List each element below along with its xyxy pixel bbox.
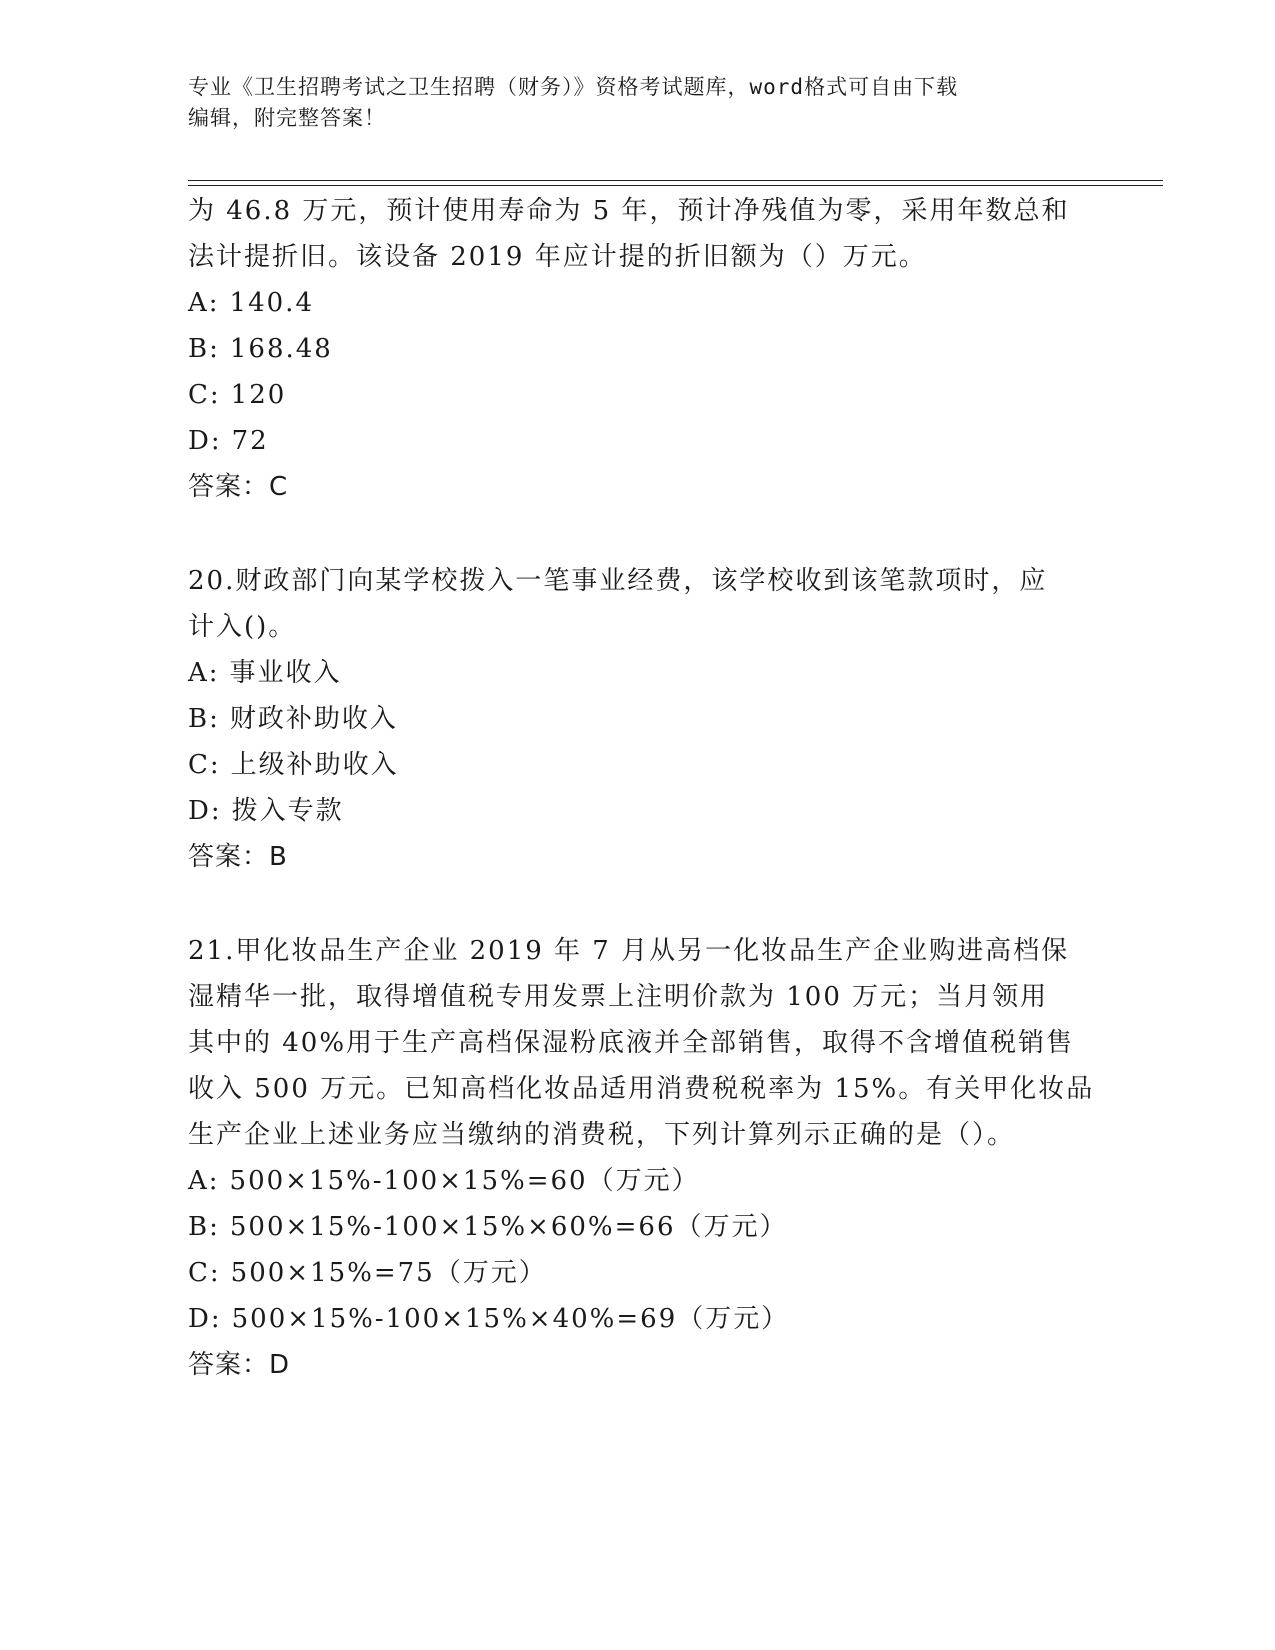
option-text: 财政补助收入: [229, 704, 398, 734]
question-20: [188, 558, 1088, 880]
option-text: 72: [231, 426, 269, 456]
question-text-line: 为 46.8 万元，预计使用寿命为 5 年，预计净残值为零，采用年数总和: [188, 196, 1070, 226]
option-a: [188, 650, 1088, 696]
option-text: 上级补助收入: [230, 750, 399, 780]
question-text-line: 生产企业上述业务应当缴纳的消费税，下列计算列示正确的是（）。: [188, 1120, 1016, 1150]
option-letter: A:: [188, 658, 220, 688]
option-letter: D:: [188, 426, 222, 456]
header-divider-bottom: [188, 185, 1163, 186]
option-d: [188, 418, 1088, 464]
question-21: [188, 928, 1095, 1388]
spacer: [188, 880, 1088, 928]
option-letter: A:: [188, 288, 220, 318]
question-list: [188, 188, 1095, 1388]
option-b: [188, 696, 1088, 742]
header-divider-top: [188, 180, 1163, 181]
option-b: [188, 1204, 1088, 1250]
option-c: [188, 1250, 1088, 1296]
question-text-line: 21.甲化妆品生产企业 2019 年 7 月从另一化妆品生产企业购进高档保: [188, 936, 1070, 966]
answer-line: 答案：D: [188, 1350, 291, 1380]
header-line-1: 专业《卫生招聘考试之卫生招聘（财务）》资格考试题库，word格式可自由下载: [188, 75, 959, 99]
option-letter: B:: [188, 1212, 220, 1242]
header-line-2: 编辑，附完整答案！: [188, 106, 386, 130]
option-letter: A:: [188, 1166, 220, 1196]
option-text: 事业收入: [229, 658, 342, 688]
question-text-line: 20.财政部门向某学校拨入一笔事业经费，该学校收到该笔款项时，应: [188, 566, 1048, 596]
option-text: 120: [230, 380, 287, 410]
option-c: [188, 372, 1088, 418]
option-letter: D:: [188, 1304, 222, 1334]
answer-line: 答案：C: [188, 472, 289, 502]
option-text: 140.4: [229, 288, 314, 318]
option-a: [188, 280, 1088, 326]
option-text: 500×15%=75（万元）: [230, 1258, 547, 1288]
page-header: [188, 72, 1088, 134]
option-letter: D:: [188, 796, 222, 826]
option-text: 168.48: [229, 334, 333, 364]
option-c: [188, 742, 1088, 788]
question-text-line: 湿精华一批，取得增值税专用发票上注明价款为 100 万元；当月领用: [188, 982, 1049, 1012]
option-text: 500×15%-100×15%×40%=69（万元）: [231, 1304, 790, 1334]
spacer: [188, 510, 1088, 558]
option-letter: B:: [188, 334, 220, 364]
question-19: [188, 188, 1088, 510]
option-text: 拨入专款: [231, 796, 344, 826]
question-text-line: 计入()。: [188, 612, 297, 642]
option-a: [188, 1158, 1088, 1204]
question-text-line: 法计提折旧。该设备 2019 年应计提的折旧额为（）万元。: [188, 242, 927, 272]
option-text: 500×15%-100×15%=60（万元）: [229, 1166, 700, 1196]
option-letter: C:: [188, 380, 221, 410]
option-d: [188, 1296, 1088, 1342]
answer-line: 答案：B: [188, 842, 288, 872]
question-text-line: 收入 500 万元。已知高档化妆品适用消费税税率为 15%。有关甲化妆品: [188, 1074, 1095, 1104]
question-text-line: 其中的 40%用于生产高档保湿粉底液并全部销售，取得不含增值税销售: [188, 1028, 1075, 1058]
option-letter: B:: [188, 704, 220, 734]
option-b: [188, 326, 1088, 372]
option-text: 500×15%-100×15%×60%=66（万元）: [229, 1212, 788, 1242]
option-d: [188, 788, 1088, 834]
option-letter: C:: [188, 750, 221, 780]
option-letter: C:: [188, 1258, 221, 1288]
